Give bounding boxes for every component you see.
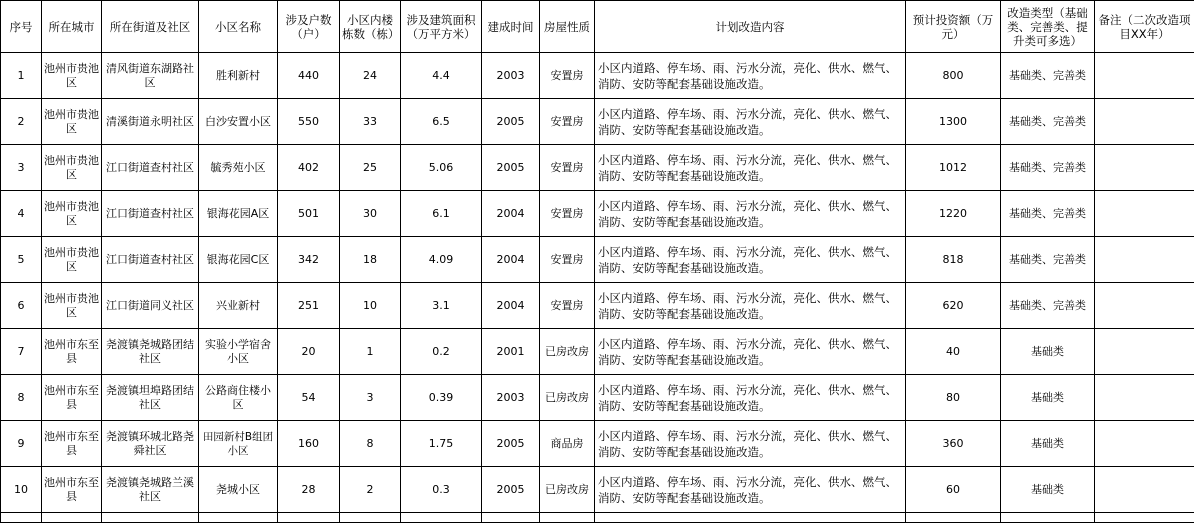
cell-year[interactable]: 2004 [482, 283, 540, 329]
cell-invest[interactable]: 1012 [906, 145, 1001, 191]
cell-type[interactable]: 基础类、完善类 [1001, 237, 1095, 283]
cell-invest[interactable]: 620 [906, 283, 1001, 329]
cell-empty [1001, 513, 1095, 523]
table-row[interactable] [1, 375, 1194, 421]
cell-name[interactable]: 公路商住楼小区 [199, 375, 278, 421]
cell-year[interactable]: 2005 [482, 145, 540, 191]
cell-type[interactable]: 基础类、完善类 [1001, 99, 1095, 145]
cell-note[interactable] [1095, 53, 1194, 99]
cell-no[interactable]: 4 [1, 191, 42, 237]
cell-households[interactable]: 550 [278, 99, 340, 145]
cell-no[interactable]: 5 [1, 237, 42, 283]
cell-nature[interactable]: 已房改房 [540, 467, 595, 513]
cell-city[interactable]: 池州市东至县 [42, 421, 102, 467]
cell-no[interactable]: 8 [1, 375, 42, 421]
cell-households[interactable]: 20 [278, 329, 340, 375]
cell-type[interactable]: 基础类 [1001, 467, 1095, 513]
cell-plan[interactable]: 小区内道路、停车场、雨、污水分流，亮化、供水、燃气、消防、安防等配套基础设施改造。 [595, 421, 906, 467]
cell-no[interactable]: 9 [1, 421, 42, 467]
cell-area[interactable]: 3.1 [401, 283, 482, 329]
cell-note[interactable] [1095, 283, 1194, 329]
cell-area[interactable]: 4.09 [401, 237, 482, 283]
cell-note[interactable] [1095, 191, 1194, 237]
table-row[interactable] [1, 421, 1194, 467]
cell-nature[interactable]: 安置房 [540, 283, 595, 329]
cell-no[interactable]: 7 [1, 329, 42, 375]
table-row[interactable] [1, 329, 1194, 375]
cell-city[interactable]: 池州市贵池区 [42, 237, 102, 283]
cell-buildings[interactable]: 18 [340, 237, 401, 283]
cell-plan[interactable]: 小区内道路、停车场、雨、污水分流，亮化、供水、燃气、消防、安防等配套基础设施改造。 [595, 53, 906, 99]
cell-nature[interactable]: 安置房 [540, 145, 595, 191]
cell-note[interactable] [1095, 421, 1194, 467]
cell-year[interactable]: 2005 [482, 467, 540, 513]
header-cell-name: 小区名称 [199, 1, 278, 53]
cell-city[interactable]: 池州市东至县 [42, 375, 102, 421]
cell-type[interactable]: 基础类 [1001, 329, 1095, 375]
header-cell-note: 备注（二次改造项目XX年） [1095, 1, 1194, 53]
cell-community[interactable]: 尧渡镇尧城路兰溪社区 [102, 467, 199, 513]
cell-area[interactable]: 1.75 [401, 421, 482, 467]
cell-empty [540, 513, 595, 523]
cell-no[interactable]: 2 [1, 99, 42, 145]
header-cell-buildings: 小区内楼栋数（栋） [340, 1, 401, 53]
cell-invest[interactable]: 80 [906, 375, 1001, 421]
header-cell-invest: 预计投资额（万元） [906, 1, 1001, 53]
cell-households[interactable]: 440 [278, 53, 340, 99]
cell-note[interactable] [1095, 375, 1194, 421]
cell-buildings[interactable]: 1 [340, 329, 401, 375]
cell-community[interactable]: 清溪街道永明社区 [102, 99, 199, 145]
cell-area[interactable]: 0.2 [401, 329, 482, 375]
table-row[interactable] [1, 145, 1194, 191]
header-cell-nature: 房屋性质 [540, 1, 595, 53]
cell-type[interactable]: 基础类、完善类 [1001, 145, 1095, 191]
cell-area[interactable]: 4.4 [401, 53, 482, 99]
cell-invest[interactable]: 818 [906, 237, 1001, 283]
cell-community[interactable]: 江口街道查村社区 [102, 145, 199, 191]
cell-note[interactable] [1095, 467, 1194, 513]
cell-year[interactable]: 2001 [482, 329, 540, 375]
cell-empty [595, 513, 906, 523]
cell-area[interactable]: 0.39 [401, 375, 482, 421]
cell-empty [906, 513, 1001, 523]
cell-name[interactable]: 银海花园C区 [199, 237, 278, 283]
cell-buildings[interactable]: 8 [340, 421, 401, 467]
cell-buildings[interactable]: 24 [340, 53, 401, 99]
cell-year[interactable]: 2004 [482, 191, 540, 237]
cell-city[interactable]: 池州市东至县 [42, 329, 102, 375]
header-cell-plan: 计划改造内容 [595, 1, 906, 53]
cell-invest[interactable]: 800 [906, 53, 1001, 99]
cell-empty [401, 513, 482, 523]
table-row[interactable] [1, 467, 1194, 513]
cell-invest[interactable]: 360 [906, 421, 1001, 467]
cell-invest[interactable]: 40 [906, 329, 1001, 375]
cell-empty [1095, 513, 1194, 523]
cell-city[interactable]: 池州市贵池区 [42, 283, 102, 329]
cell-community[interactable]: 尧渡镇坦埠路团结社区 [102, 375, 199, 421]
table-row-partial [1, 513, 1194, 523]
cell-area[interactable]: 6.5 [401, 99, 482, 145]
cell-plan[interactable]: 小区内道路、停车场、雨、污水分流，亮化、供水、燃气、消防、安防等配套基础设施改造。 [595, 191, 906, 237]
cell-plan[interactable]: 小区内道路、停车场、雨、污水分流，亮化、供水、燃气、消防、安防等配套基础设施改造。 [595, 237, 906, 283]
cell-community[interactable]: 清风街道东湖路社区 [102, 53, 199, 99]
cell-community[interactable]: 尧渡镇尧城路团结社区 [102, 329, 199, 375]
header-row [1, 1, 1194, 53]
cell-buildings[interactable]: 10 [340, 283, 401, 329]
cell-buildings[interactable]: 2 [340, 467, 401, 513]
cell-type[interactable]: 基础类、完善类 [1001, 283, 1095, 329]
cell-community[interactable]: 江口街道查村社区 [102, 237, 199, 283]
cell-plan[interactable]: 小区内道路、停车场、雨、污水分流，亮化、供水、燃气、消防、安防等配套基础设施改造。 [595, 375, 906, 421]
cell-city[interactable]: 池州市贵池区 [42, 99, 102, 145]
cell-name[interactable]: 实验小学宿舍小区 [199, 329, 278, 375]
cell-invest[interactable]: 1300 [906, 99, 1001, 145]
cell-empty [482, 513, 540, 523]
header-cell-households: 涉及户数（户） [278, 1, 340, 53]
cell-type[interactable]: 基础类、完善类 [1001, 53, 1095, 99]
cell-community[interactable]: 江口街道同义社区 [102, 283, 199, 329]
cell-nature[interactable]: 安置房 [540, 99, 595, 145]
cell-note[interactable] [1095, 99, 1194, 145]
cell-empty [340, 513, 401, 523]
cell-no[interactable]: 10 [1, 467, 42, 513]
cell-plan[interactable]: 小区内道路、停车场、雨、污水分流，亮化、供水、燃气、消防、安防等配套基础设施改造。 [595, 329, 906, 375]
cell-empty [199, 513, 278, 523]
cell-households[interactable]: 28 [278, 467, 340, 513]
cell-plan[interactable]: 小区内道路、停车场、雨、污水分流，亮化、供水、燃气、消防、安防等配套基础设施改造。 [595, 99, 906, 145]
cell-city[interactable]: 池州市东至县 [42, 467, 102, 513]
cell-name[interactable]: 兴业新村 [199, 283, 278, 329]
cell-note[interactable] [1095, 237, 1194, 283]
cell-type[interactable]: 基础类 [1001, 375, 1095, 421]
cell-year[interactable]: 2003 [482, 375, 540, 421]
table-row[interactable] [1, 283, 1194, 329]
cell-year[interactable]: 2004 [482, 237, 540, 283]
cell-buildings[interactable]: 25 [340, 145, 401, 191]
cell-area[interactable]: 0.3 [401, 467, 482, 513]
cell-name[interactable]: 尧城小区 [199, 467, 278, 513]
cell-no[interactable]: 3 [1, 145, 42, 191]
table-row[interactable] [1, 53, 1194, 99]
cell-households[interactable]: 160 [278, 421, 340, 467]
table-row[interactable] [1, 99, 1194, 145]
cell-name[interactable]: 胜利新村 [199, 53, 278, 99]
cell-empty [42, 513, 102, 523]
cell-name[interactable]: 田园新村B组团小区 [199, 421, 278, 467]
header-cell-year: 建成时间 [482, 1, 540, 53]
cell-households[interactable]: 54 [278, 375, 340, 421]
cell-households[interactable]: 251 [278, 283, 340, 329]
cell-no[interactable]: 1 [1, 53, 42, 99]
cell-community[interactable]: 尧渡镇环城北路尧舜社区 [102, 421, 199, 467]
cell-year[interactable]: 2005 [482, 99, 540, 145]
cell-buildings[interactable]: 33 [340, 99, 401, 145]
cell-type[interactable]: 基础类 [1001, 421, 1095, 467]
cell-city[interactable]: 池州市贵池区 [42, 145, 102, 191]
cell-note[interactable] [1095, 329, 1194, 375]
cell-invest[interactable]: 1220 [906, 191, 1001, 237]
cell-note[interactable] [1095, 145, 1194, 191]
cell-nature[interactable]: 商品房 [540, 421, 595, 467]
table-row[interactable] [1, 237, 1194, 283]
cell-empty [278, 513, 340, 523]
cell-plan[interactable]: 小区内道路、停车场、雨、污水分流，亮化、供水、燃气、消防、安防等配套基础设施改造。 [595, 283, 906, 329]
cell-nature[interactable]: 安置房 [540, 237, 595, 283]
table-row[interactable] [1, 191, 1194, 237]
cell-invest[interactable]: 60 [906, 467, 1001, 513]
cell-nature[interactable]: 已房改房 [540, 329, 595, 375]
cell-area[interactable]: 5.06 [401, 145, 482, 191]
cell-buildings[interactable]: 3 [340, 375, 401, 421]
cell-name[interactable]: 银海花园A区 [199, 191, 278, 237]
cell-no[interactable]: 6 [1, 283, 42, 329]
cell-name[interactable]: 毓秀苑小区 [199, 145, 278, 191]
cell-community[interactable]: 江口街道查村社区 [102, 191, 199, 237]
cell-city[interactable]: 池州市贵池区 [42, 191, 102, 237]
header-cell-city: 所在城市 [42, 1, 102, 53]
header-cell-community: 所在街道及社区 [102, 1, 199, 53]
cell-city[interactable]: 池州市贵池区 [42, 53, 102, 99]
cell-nature[interactable]: 安置房 [540, 191, 595, 237]
cell-name[interactable]: 白沙安置小区 [199, 99, 278, 145]
header-cell-type: 改造类型（基础类、完善类、提升类可多选） [1001, 1, 1095, 53]
cell-year[interactable]: 2003 [482, 53, 540, 99]
cell-plan[interactable]: 小区内道路、停车场、雨、污水分流，亮化、供水、燃气、消防、安防等配套基础设施改造。 [595, 145, 906, 191]
cell-households[interactable]: 402 [278, 145, 340, 191]
cell-empty [1, 513, 42, 523]
cell-year[interactable]: 2005 [482, 421, 540, 467]
cell-nature[interactable]: 已房改房 [540, 375, 595, 421]
cell-type[interactable]: 基础类、完善类 [1001, 191, 1095, 237]
cell-buildings[interactable]: 30 [340, 191, 401, 237]
cell-empty [102, 513, 199, 523]
header-cell-area: 涉及建筑面积（万平方米） [401, 1, 482, 53]
header-cell-no: 序号 [1, 1, 42, 53]
cell-households[interactable]: 501 [278, 191, 340, 237]
cell-plan[interactable]: 小区内道路、停车场、雨、污水分流，亮化、供水、燃气、消防、安防等配套基础设施改造。 [595, 467, 906, 513]
cell-households[interactable]: 342 [278, 237, 340, 283]
cell-nature[interactable]: 安置房 [540, 53, 595, 99]
cell-area[interactable]: 6.1 [401, 191, 482, 237]
